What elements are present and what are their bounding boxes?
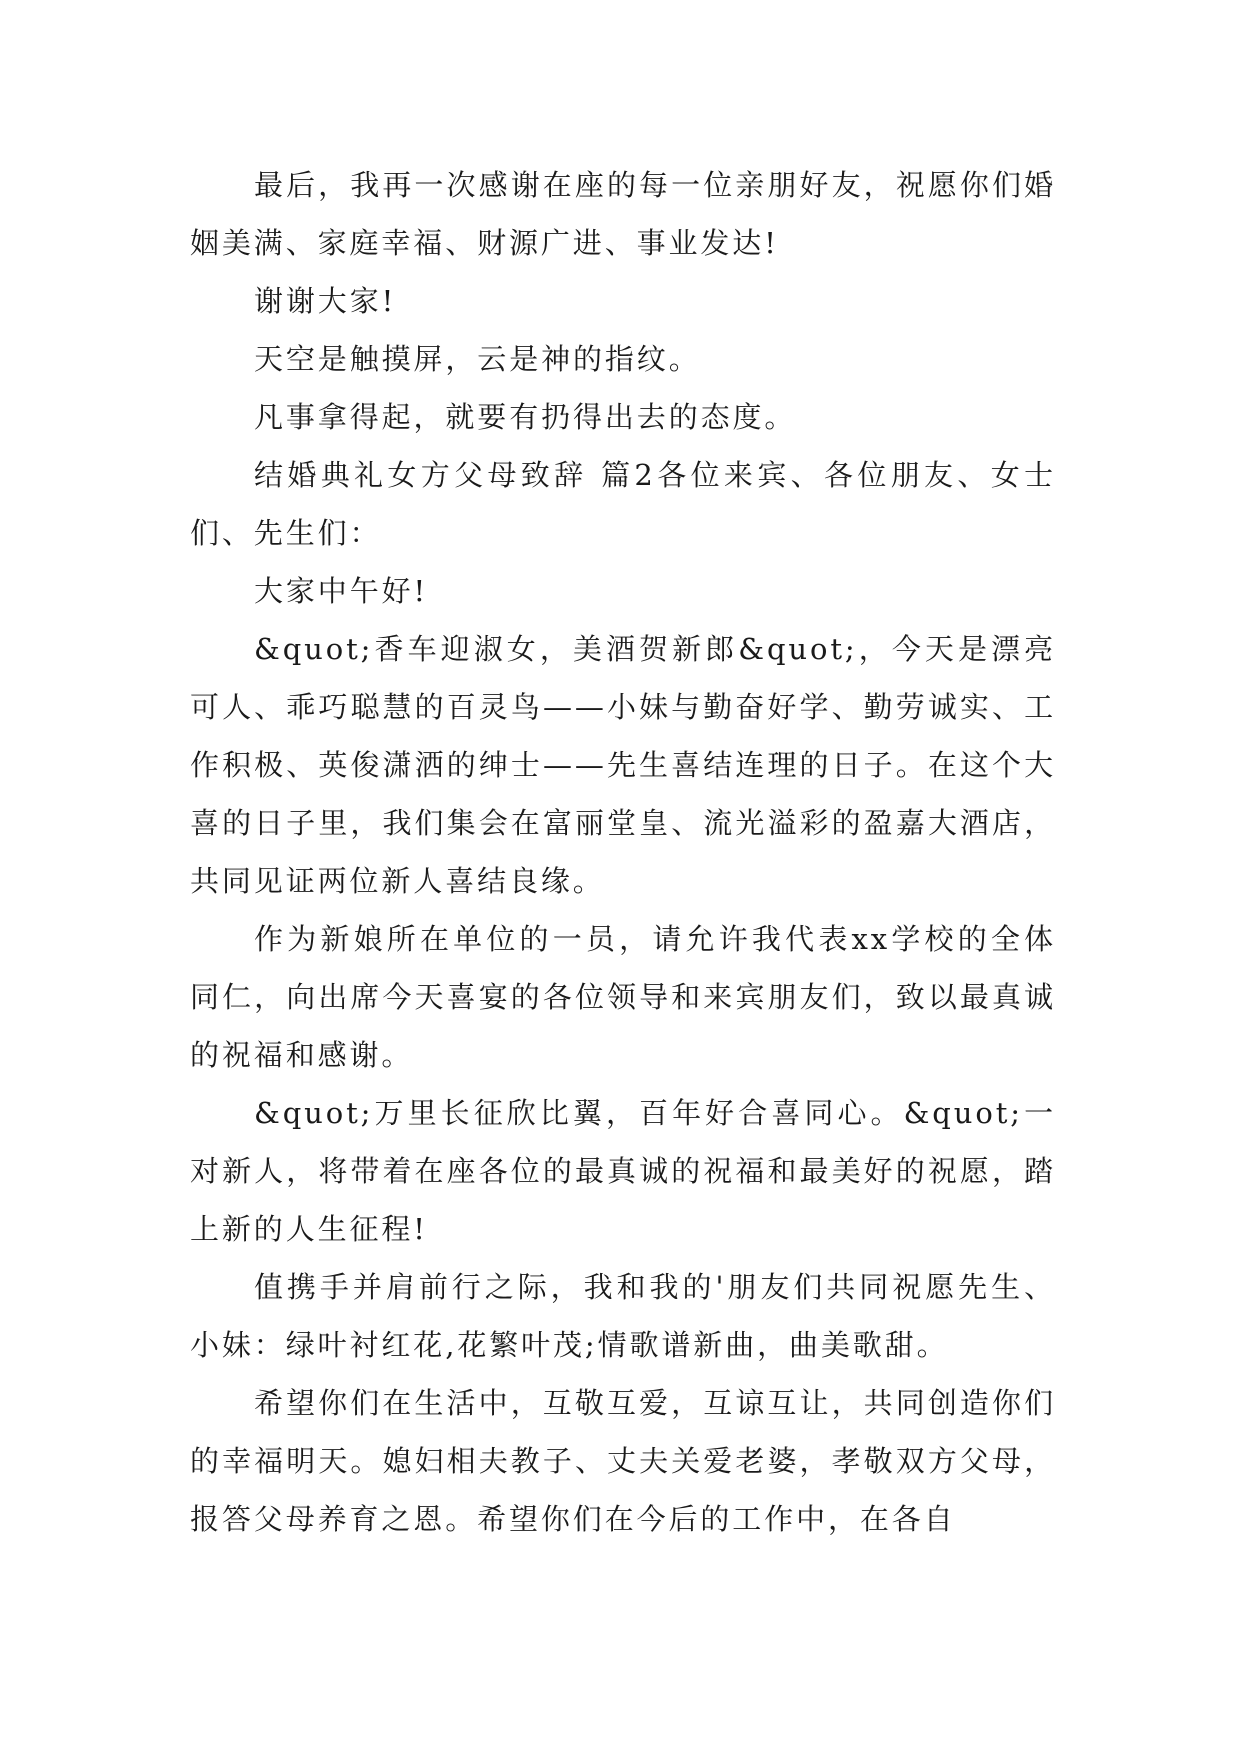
paragraph-hope: 希望你们在生活中，互敬互爱，互谅互让，共同创造你们的幸福明天。媳妇相夫教子、丈夫关爱老婆，孝敬双方父母，报答父母养育之恩。希望你们在今后的工作中，在各自 bbox=[190, 1386, 1056, 1536]
paragraph-blessing: 值携手并肩前行之际，我和我的'朋友们共同祝愿先生、小妹：绿叶衬红花,花繁叶茂;情歌谱新曲，曲美歌甜。 bbox=[190, 1270, 1056, 1362]
paragraph-new-journey: &quot;万里长征欣比翼，百年好合喜同心。&quot;一对新人，将带着在座各位的最真诚的祝福和最美好的祝愿，踏上新的人生征程! bbox=[190, 1096, 1056, 1246]
paragraph-attitude: 凡事拿得起，就要有扔得出去的态度。 bbox=[254, 400, 797, 434]
paragraph-closing-thanks: 最后，我再一次感谢在座的每一位亲朋好友，祝愿你们婚姻美满、家庭幸福、财源广进、事业发达! bbox=[190, 168, 1056, 260]
document-body bbox=[190, 156, 1056, 1548]
paragraph-sky-touchscreen: 天空是触摸屏，云是神的指纹。 bbox=[254, 342, 701, 376]
paragraph-on-behalf: 作为新娘所在单位的一员，请允许我代表xx学校的全体同仁，向出席今天喜宴的各位领导和来宾朋友们，致以最真诚的祝福和感谢。 bbox=[190, 922, 1056, 1072]
paragraph-greeting: 大家中午好! bbox=[254, 574, 429, 608]
paragraph-wedding-day: &quot;香车迎淑女，美酒贺新郎&quot;，今天是漂亮可人、乖巧聪慧的百灵鸟——小妹与勤奋好学、勤劳诚实、工作积极、英俊潇洒的绅士——先生喜结连理的日子。在这个大喜的日子里，我们集会在富丽堂皇、流光溢彩的盈嘉大酒店，共同见证两位新人喜结良缘。 bbox=[190, 632, 1056, 898]
paragraph-section-2-heading: 结婚典礼女方父母致辞 篇2各位来宾、各位朋友、女士们、先生们： bbox=[190, 458, 1056, 550]
paragraph-thank-everyone: 谢谢大家! bbox=[254, 284, 397, 318]
